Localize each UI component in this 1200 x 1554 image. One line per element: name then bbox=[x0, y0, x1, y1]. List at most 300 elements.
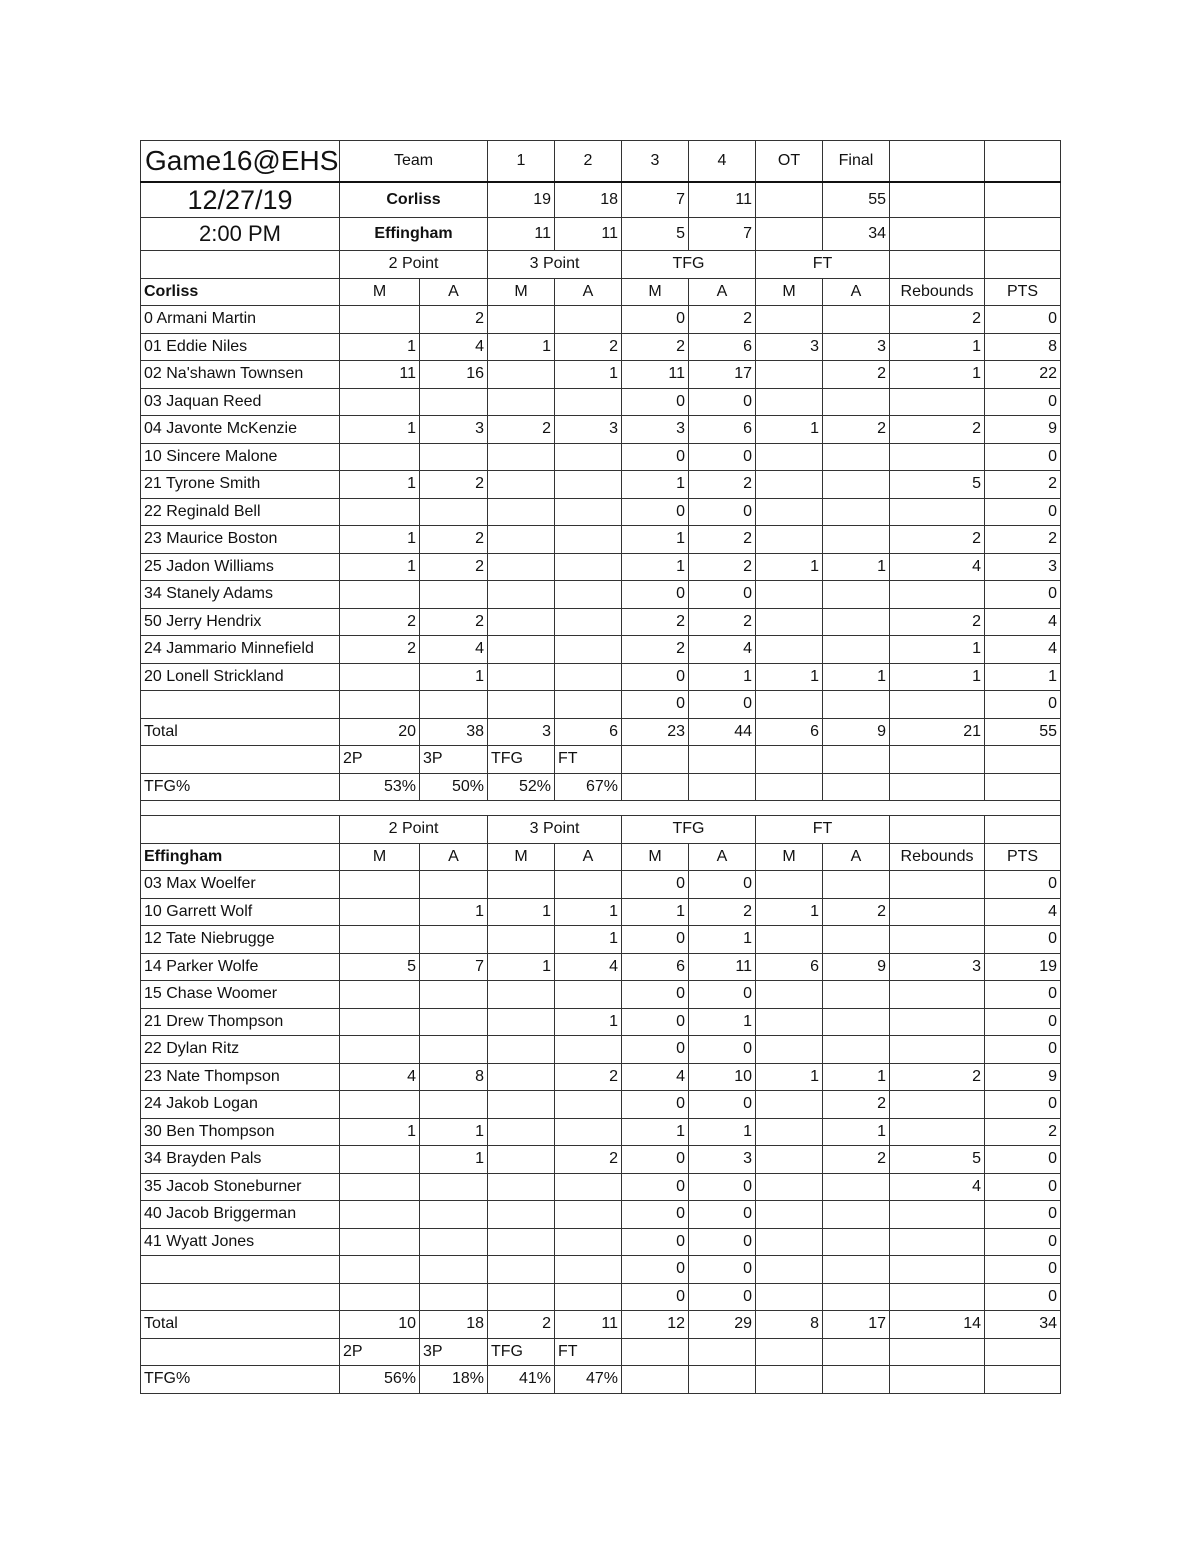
ft-made bbox=[756, 871, 823, 899]
three-pt-att bbox=[555, 1283, 622, 1311]
ft-att: 2 bbox=[823, 361, 890, 389]
tfg-att: 0 bbox=[689, 1201, 756, 1229]
tfg-made: 0 bbox=[622, 981, 689, 1009]
two-pt-att: 8 bbox=[420, 1063, 488, 1091]
two-pt-att bbox=[420, 498, 488, 526]
col-made: M bbox=[756, 278, 823, 306]
two-pt-att: 1 bbox=[420, 1146, 488, 1174]
three-pt-made bbox=[488, 1036, 555, 1064]
ft-made bbox=[756, 1201, 823, 1229]
overtime-score bbox=[756, 182, 823, 218]
three-pt-att bbox=[555, 981, 622, 1009]
quarter-1-header: 1 bbox=[488, 141, 555, 183]
three-pt-att bbox=[555, 1118, 622, 1146]
rebounds bbox=[890, 388, 985, 416]
ft-made: 1 bbox=[756, 416, 823, 444]
player-name: 35 Jacob Stoneburner bbox=[141, 1173, 340, 1201]
three-pt-made bbox=[488, 471, 555, 499]
points: 0 bbox=[985, 1146, 1061, 1174]
ft-att bbox=[823, 1036, 890, 1064]
player-row bbox=[141, 553, 1061, 581]
rebounds: 1 bbox=[890, 663, 985, 691]
rebounds bbox=[890, 1201, 985, 1229]
ft-att: 2 bbox=[823, 416, 890, 444]
ft-made bbox=[756, 443, 823, 471]
tfg-att: 0 bbox=[689, 443, 756, 471]
two-pt-att bbox=[420, 1008, 488, 1036]
tfg-made: 0 bbox=[622, 388, 689, 416]
three-pt-made bbox=[488, 636, 555, 664]
group-ft: FT bbox=[756, 251, 890, 279]
quarter-score: 7 bbox=[622, 182, 689, 218]
tfg-made: 0 bbox=[622, 1256, 689, 1284]
three-pt-att bbox=[555, 1036, 622, 1064]
pct-label-3p: 3P bbox=[420, 1338, 488, 1366]
two-pt-att bbox=[420, 871, 488, 899]
two-pt-made bbox=[340, 1256, 420, 1284]
ft-made bbox=[756, 691, 823, 719]
ft-att bbox=[823, 926, 890, 954]
group-2-point: 2 Point bbox=[340, 816, 488, 844]
player-row bbox=[141, 1256, 1061, 1284]
tfg-att: 0 bbox=[689, 981, 756, 1009]
pct-label-tfg: TFG bbox=[488, 746, 555, 774]
two-pt-att: 1 bbox=[420, 898, 488, 926]
ft-made bbox=[756, 361, 823, 389]
ft-made bbox=[756, 1036, 823, 1064]
three-pt-made bbox=[488, 443, 555, 471]
ft-made bbox=[756, 1146, 823, 1174]
game-time: 2:00 PM bbox=[141, 218, 340, 251]
group-3-point: 3 Point bbox=[488, 816, 622, 844]
rebounds: 5 bbox=[890, 1146, 985, 1174]
two-pt-made bbox=[340, 1091, 420, 1119]
player-row bbox=[141, 443, 1061, 471]
player-row bbox=[141, 306, 1061, 334]
rebounds: 1 bbox=[890, 361, 985, 389]
ft-att bbox=[823, 306, 890, 334]
tfg-made: 1 bbox=[622, 1118, 689, 1146]
total-two-pt-made: 10 bbox=[340, 1311, 420, 1339]
three-pt-made bbox=[488, 1173, 555, 1201]
ft-att: 2 bbox=[823, 1091, 890, 1119]
pct-value-row bbox=[141, 773, 1061, 801]
total-ft-att: 9 bbox=[823, 718, 890, 746]
three-pt-made: 1 bbox=[488, 898, 555, 926]
two-pt-att: 3 bbox=[420, 416, 488, 444]
tfg-made: 0 bbox=[622, 1173, 689, 1201]
player-row bbox=[141, 1228, 1061, 1256]
col-made: M bbox=[340, 843, 420, 871]
quarter-score: 11 bbox=[555, 218, 622, 251]
box-score-table bbox=[140, 140, 1061, 1394]
col-made: M bbox=[488, 843, 555, 871]
pct-label-tfg: TFG bbox=[488, 1338, 555, 1366]
ft-att bbox=[823, 1283, 890, 1311]
ft-att bbox=[823, 1008, 890, 1036]
player-name: 34 Stanely Adams bbox=[141, 581, 340, 609]
two-pt-att: 7 bbox=[420, 953, 488, 981]
ft-made bbox=[756, 608, 823, 636]
three-pt-att bbox=[555, 553, 622, 581]
points: 0 bbox=[985, 498, 1061, 526]
player-row bbox=[141, 1091, 1061, 1119]
quarter-2-header: 2 bbox=[555, 141, 622, 183]
ft-made bbox=[756, 388, 823, 416]
tfg-made: 0 bbox=[622, 691, 689, 719]
player-name: 0 Armani Martin bbox=[141, 306, 340, 334]
rebounds: 2 bbox=[890, 526, 985, 554]
ft-made: 1 bbox=[756, 553, 823, 581]
three-pt-att: 2 bbox=[555, 333, 622, 361]
two-pt-made bbox=[340, 388, 420, 416]
points: 0 bbox=[985, 871, 1061, 899]
ft-att: 1 bbox=[823, 1118, 890, 1146]
rebounds bbox=[890, 1091, 985, 1119]
two-pt-made: 1 bbox=[340, 416, 420, 444]
tfg-att: 6 bbox=[689, 333, 756, 361]
pct-label-row bbox=[141, 1338, 1061, 1366]
player-name: 02 Na'shawn Townsen bbox=[141, 361, 340, 389]
column-header-row bbox=[141, 843, 1061, 871]
tfg-made: 0 bbox=[622, 1146, 689, 1174]
points: 19 bbox=[985, 953, 1061, 981]
rebounds: 4 bbox=[890, 1173, 985, 1201]
player-name: 40 Jacob Briggerman bbox=[141, 1201, 340, 1229]
pct-label-3p: 3P bbox=[420, 746, 488, 774]
player-row bbox=[141, 471, 1061, 499]
rebounds bbox=[890, 1228, 985, 1256]
pct-ft: 67% bbox=[555, 773, 622, 801]
rebounds: 3 bbox=[890, 953, 985, 981]
tfg-made: 3 bbox=[622, 416, 689, 444]
col-attempted: A bbox=[823, 278, 890, 306]
tfg-att: 0 bbox=[689, 691, 756, 719]
player-row bbox=[141, 1118, 1061, 1146]
player-name: 12 Tate Niebrugge bbox=[141, 926, 340, 954]
rebounds bbox=[890, 443, 985, 471]
group-2-point: 2 Point bbox=[340, 251, 488, 279]
player-row bbox=[141, 1146, 1061, 1174]
player-row bbox=[141, 953, 1061, 981]
tfg-att: 2 bbox=[689, 898, 756, 926]
three-pt-made bbox=[488, 1201, 555, 1229]
total-ft-made: 6 bbox=[756, 718, 823, 746]
total-two-pt-made: 20 bbox=[340, 718, 420, 746]
ft-att: 1 bbox=[823, 1063, 890, 1091]
ft-made: 3 bbox=[756, 333, 823, 361]
player-row bbox=[141, 498, 1061, 526]
two-pt-att bbox=[420, 926, 488, 954]
game-title: Game16@EHS bbox=[141, 141, 340, 183]
tfg-made: 0 bbox=[622, 1008, 689, 1036]
group-tfg: TFG bbox=[622, 816, 756, 844]
tfg-att: 0 bbox=[689, 1283, 756, 1311]
two-pt-made bbox=[340, 1201, 420, 1229]
final-score: 55 bbox=[823, 182, 890, 218]
tfg-made: 0 bbox=[622, 498, 689, 526]
rebounds bbox=[890, 498, 985, 526]
total-tfg-att: 44 bbox=[689, 718, 756, 746]
player-name: 01 Eddie Niles bbox=[141, 333, 340, 361]
ft-att bbox=[823, 636, 890, 664]
player-name: 24 Jakob Logan bbox=[141, 1091, 340, 1119]
tfg-made: 0 bbox=[622, 1091, 689, 1119]
three-pt-att bbox=[555, 1173, 622, 1201]
two-pt-made bbox=[340, 898, 420, 926]
three-pt-att bbox=[555, 498, 622, 526]
player-name: 34 Brayden Pals bbox=[141, 1146, 340, 1174]
player-name: 04 Javonte McKenzie bbox=[141, 416, 340, 444]
two-pt-made: 11 bbox=[340, 361, 420, 389]
team-name: Corliss bbox=[340, 182, 488, 218]
tfg-att: 10 bbox=[689, 1063, 756, 1091]
tfg-att: 0 bbox=[689, 1036, 756, 1064]
tfg-att: 2 bbox=[689, 553, 756, 581]
player-name: 10 Garrett Wolf bbox=[141, 898, 340, 926]
tfg-att: 1 bbox=[689, 926, 756, 954]
tfg-att: 0 bbox=[689, 498, 756, 526]
ft-made bbox=[756, 526, 823, 554]
points: 2 bbox=[985, 526, 1061, 554]
three-pt-att bbox=[555, 1091, 622, 1119]
rebounds bbox=[890, 898, 985, 926]
three-pt-made bbox=[488, 1146, 555, 1174]
player-row bbox=[141, 361, 1061, 389]
rebounds: 1 bbox=[890, 333, 985, 361]
ft-att bbox=[823, 1256, 890, 1284]
col-attempted: A bbox=[823, 843, 890, 871]
total-tfg-made: 12 bbox=[622, 1311, 689, 1339]
player-name: 50 Jerry Hendrix bbox=[141, 608, 340, 636]
rebounds: 2 bbox=[890, 608, 985, 636]
points: 2 bbox=[985, 471, 1061, 499]
pct-label-row bbox=[141, 746, 1061, 774]
team-section-title: Effingham bbox=[141, 843, 340, 871]
three-pt-made bbox=[488, 1283, 555, 1311]
rebounds bbox=[890, 926, 985, 954]
two-pt-att bbox=[420, 1036, 488, 1064]
tfg-att: 2 bbox=[689, 306, 756, 334]
two-pt-att: 4 bbox=[420, 333, 488, 361]
ft-att: 2 bbox=[823, 898, 890, 926]
final-header: Final bbox=[823, 141, 890, 183]
ft-att bbox=[823, 526, 890, 554]
scoreboard-header-row bbox=[141, 141, 1061, 183]
tfg-made: 0 bbox=[622, 1201, 689, 1229]
two-pt-att bbox=[420, 1256, 488, 1284]
three-pt-made bbox=[488, 306, 555, 334]
player-row bbox=[141, 526, 1061, 554]
rebounds bbox=[890, 1008, 985, 1036]
player-row bbox=[141, 608, 1061, 636]
player-row bbox=[141, 333, 1061, 361]
ft-made bbox=[756, 498, 823, 526]
three-pt-att: 3 bbox=[555, 416, 622, 444]
tfg-made: 2 bbox=[622, 636, 689, 664]
tfg-att: 17 bbox=[689, 361, 756, 389]
three-pt-att bbox=[555, 636, 622, 664]
tfg-made: 2 bbox=[622, 608, 689, 636]
ft-made bbox=[756, 1091, 823, 1119]
player-name bbox=[141, 691, 340, 719]
total-ft-att: 17 bbox=[823, 1311, 890, 1339]
ft-made bbox=[756, 471, 823, 499]
tfg-att: 6 bbox=[689, 416, 756, 444]
two-pt-att: 2 bbox=[420, 471, 488, 499]
group-tfg: TFG bbox=[622, 251, 756, 279]
rebounds: 2 bbox=[890, 306, 985, 334]
tfg-made: 0 bbox=[622, 306, 689, 334]
player-name: 25 Jadon Williams bbox=[141, 553, 340, 581]
player-name: 41 Wyatt Jones bbox=[141, 1228, 340, 1256]
player-name: 24 Jammario Minnefield bbox=[141, 636, 340, 664]
two-pt-made: 5 bbox=[340, 953, 420, 981]
three-pt-att bbox=[555, 306, 622, 334]
player-row bbox=[141, 1201, 1061, 1229]
three-pt-made bbox=[488, 691, 555, 719]
two-pt-made: 2 bbox=[340, 636, 420, 664]
three-pt-att bbox=[555, 581, 622, 609]
ft-made bbox=[756, 1283, 823, 1311]
total-label: Total bbox=[141, 718, 340, 746]
total-three-pt-made: 3 bbox=[488, 718, 555, 746]
two-pt-made bbox=[340, 926, 420, 954]
tfg-att: 0 bbox=[689, 1173, 756, 1201]
two-pt-att: 4 bbox=[420, 636, 488, 664]
two-pt-made bbox=[340, 663, 420, 691]
three-pt-made bbox=[488, 1091, 555, 1119]
two-pt-att: 2 bbox=[420, 526, 488, 554]
points: 3 bbox=[985, 553, 1061, 581]
player-row bbox=[141, 663, 1061, 691]
ft-made bbox=[756, 1008, 823, 1036]
ft-made bbox=[756, 1228, 823, 1256]
two-pt-made: 1 bbox=[340, 526, 420, 554]
col-attempted: A bbox=[420, 843, 488, 871]
col-rebounds: Rebounds bbox=[890, 278, 985, 306]
tfg-att: 0 bbox=[689, 1091, 756, 1119]
rebounds bbox=[890, 1036, 985, 1064]
three-pt-att bbox=[555, 443, 622, 471]
col-made: M bbox=[340, 278, 420, 306]
three-pt-made bbox=[488, 1063, 555, 1091]
ft-made: 1 bbox=[756, 1063, 823, 1091]
two-pt-made: 1 bbox=[340, 1118, 420, 1146]
two-pt-att bbox=[420, 1228, 488, 1256]
two-pt-att bbox=[420, 1173, 488, 1201]
pct-row-label: TFG% bbox=[141, 1366, 340, 1394]
stat-group-header-row bbox=[141, 251, 1061, 279]
ft-att bbox=[823, 981, 890, 1009]
col-points: PTS bbox=[985, 278, 1061, 306]
two-pt-att bbox=[420, 1201, 488, 1229]
three-pt-att bbox=[555, 1228, 622, 1256]
player-name: 30 Ben Thompson bbox=[141, 1118, 340, 1146]
three-pt-att bbox=[555, 388, 622, 416]
two-pt-att bbox=[420, 1091, 488, 1119]
overtime-score bbox=[756, 218, 823, 251]
three-pt-made bbox=[488, 663, 555, 691]
game-date: 12/27/19 bbox=[141, 182, 340, 218]
total-ft-made: 8 bbox=[756, 1311, 823, 1339]
column-header-row bbox=[141, 278, 1061, 306]
player-name: 23 Nate Thompson bbox=[141, 1063, 340, 1091]
two-pt-att: 1 bbox=[420, 1118, 488, 1146]
col-attempted: A bbox=[555, 278, 622, 306]
effingham-total-row bbox=[141, 1311, 1061, 1339]
points: 0 bbox=[985, 1283, 1061, 1311]
pct-label-2p: 2P bbox=[340, 1338, 420, 1366]
tfg-att: 4 bbox=[689, 636, 756, 664]
ft-att bbox=[823, 608, 890, 636]
three-pt-made bbox=[488, 553, 555, 581]
player-name: 10 Sincere Malone bbox=[141, 443, 340, 471]
points: 0 bbox=[985, 1008, 1061, 1036]
ft-att bbox=[823, 471, 890, 499]
player-row bbox=[141, 981, 1061, 1009]
pct-label-ft: FT bbox=[555, 746, 622, 774]
ft-att: 1 bbox=[823, 663, 890, 691]
quarter-3-header: 3 bbox=[622, 141, 689, 183]
three-pt-att bbox=[555, 1256, 622, 1284]
two-pt-att: 2 bbox=[420, 306, 488, 334]
rebounds: 1 bbox=[890, 636, 985, 664]
two-pt-att: 2 bbox=[420, 608, 488, 636]
two-pt-att bbox=[420, 443, 488, 471]
two-pt-att: 2 bbox=[420, 553, 488, 581]
three-pt-made bbox=[488, 926, 555, 954]
team-name: Effingham bbox=[340, 218, 488, 251]
points: 0 bbox=[985, 1036, 1061, 1064]
points: 0 bbox=[985, 926, 1061, 954]
team-section-title: Corliss bbox=[141, 278, 340, 306]
pct-value-row bbox=[141, 1366, 1061, 1394]
tfg-made: 1 bbox=[622, 553, 689, 581]
three-pt-att: 2 bbox=[555, 1063, 622, 1091]
col-attempted: A bbox=[689, 843, 756, 871]
total-two-pt-att: 18 bbox=[420, 1311, 488, 1339]
player-row bbox=[141, 388, 1061, 416]
three-pt-att: 1 bbox=[555, 926, 622, 954]
tfg-made: 1 bbox=[622, 471, 689, 499]
player-name: 20 Lonell Strickland bbox=[141, 663, 340, 691]
tfg-att: 2 bbox=[689, 526, 756, 554]
player-name bbox=[141, 1283, 340, 1311]
rebounds bbox=[890, 871, 985, 899]
ft-made: 6 bbox=[756, 953, 823, 981]
tfg-made: 0 bbox=[622, 926, 689, 954]
tfg-made: 4 bbox=[622, 1063, 689, 1091]
tfg-att: 0 bbox=[689, 581, 756, 609]
two-pt-made: 1 bbox=[340, 553, 420, 581]
tfg-made: 0 bbox=[622, 443, 689, 471]
player-row bbox=[141, 898, 1061, 926]
ft-made bbox=[756, 981, 823, 1009]
player-row bbox=[141, 1036, 1061, 1064]
player-row bbox=[141, 581, 1061, 609]
quarter-score: 18 bbox=[555, 182, 622, 218]
tfg-att: 11 bbox=[689, 953, 756, 981]
points: 0 bbox=[985, 581, 1061, 609]
pct-row-label: TFG% bbox=[141, 773, 340, 801]
three-pt-att: 1 bbox=[555, 898, 622, 926]
three-pt-made bbox=[488, 498, 555, 526]
total-rebounds: 21 bbox=[890, 718, 985, 746]
pct-tfg: 52% bbox=[488, 773, 555, 801]
tfg-att: 0 bbox=[689, 871, 756, 899]
two-pt-made bbox=[340, 981, 420, 1009]
